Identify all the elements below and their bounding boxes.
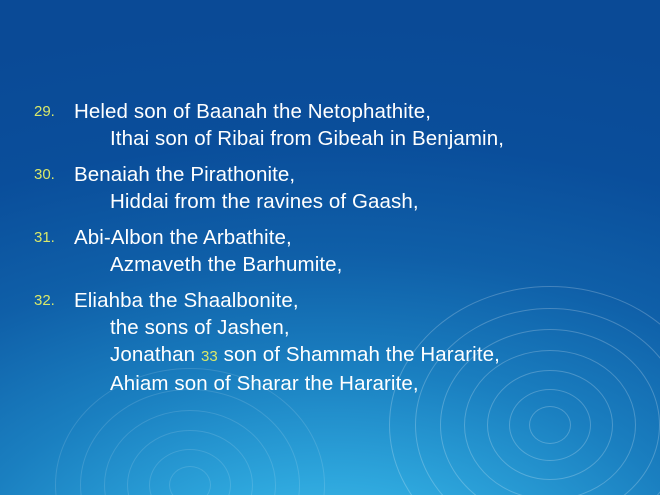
verse-line: Heled son of Baanah the Netophathite, <box>74 100 432 123</box>
verse-line: Benaiah the Pirathonite, <box>74 163 296 186</box>
verse-line: the sons of Jashen, <box>110 316 290 339</box>
verse-block <box>26 287 646 397</box>
verse-line: Azmaveth the Barhumite, <box>110 253 343 276</box>
verse-line-part: son of Shammah the Hararite, <box>217 343 500 366</box>
verse-text <box>74 98 646 152</box>
verse-block <box>26 98 646 152</box>
verse-line-part: Jonathan <box>110 343 201 366</box>
inline-verse-number: 33 <box>200 348 218 365</box>
verse-list <box>0 98 660 406</box>
verse-line: Hiddai from the ravines of Gaash, <box>110 190 419 213</box>
verse-line: Abi-Albon the Arbathite, <box>74 226 292 249</box>
verse-text <box>74 287 646 397</box>
verse-line: Eliahba the Shaalbonite, <box>74 289 299 312</box>
verse-text <box>74 161 646 215</box>
verse-line: Ithai son of Ribai from Gibeah in Benjamin, <box>110 127 504 150</box>
verse-number: 31. <box>34 229 55 246</box>
verse-line-with-inline-number <box>74 341 646 370</box>
verse-line: Ahiam son of Sharar the Hararite, <box>110 372 419 395</box>
verse-number: 30. <box>34 166 55 183</box>
verse-text <box>74 224 646 278</box>
verse-block <box>26 224 646 278</box>
verse-block <box>26 161 646 215</box>
verse-number: 32. <box>34 292 55 309</box>
verse-number: 29. <box>34 103 55 120</box>
